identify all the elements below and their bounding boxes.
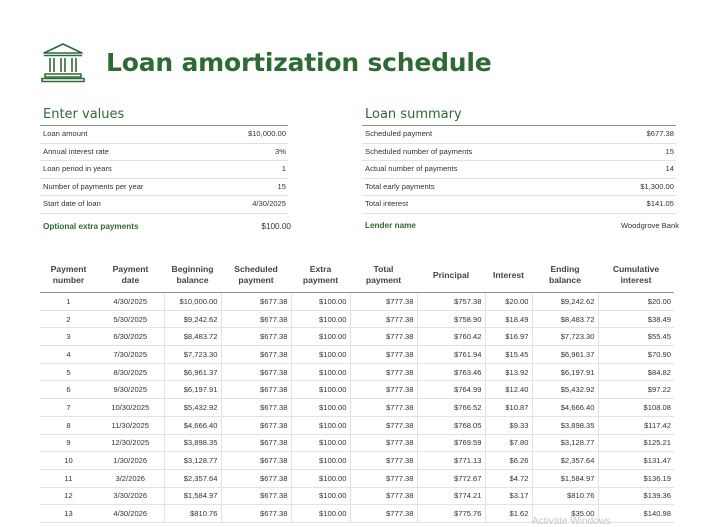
input-row [40,179,288,197]
table-cell[interactable]: $100.00 [291,293,350,311]
table-cell[interactable]: $763.46 [417,363,485,381]
input-row [40,126,288,144]
table-row [40,487,674,505]
table-cell[interactable]: $20.00 [598,293,674,311]
column-header-line: interest [620,275,652,285]
table-cell[interactable]: $4,666.40 [532,399,598,417]
table-cell[interactable]: $100.00 [291,469,350,487]
table-cell[interactable]: $100.00 [291,399,350,417]
table-cell[interactable]: $677.38 [221,381,291,399]
table-cell[interactable]: $4.72 [485,469,532,487]
input-value[interactable]: $10,000.00 [247,129,286,138]
column-header [221,258,291,293]
summary-row [362,126,676,144]
table-row [40,469,674,487]
table-cell[interactable]: $677.38 [221,469,291,487]
table-cell[interactable]: $810.76 [532,487,598,505]
column-header-line: payment [365,275,402,285]
table-cell[interactable]: 10/30/2025 [97,399,164,417]
input-label: Loan period in years [43,164,112,173]
table-cell[interactable]: $810.76 [164,505,221,523]
table-cell[interactable]: $777.38 [350,469,417,487]
table-cell[interactable]: $677.38 [221,399,291,417]
summary-label: Actual number of payments [365,164,458,173]
table-cell[interactable]: 11/30/2025 [97,416,164,434]
table-cell[interactable]: $100.00 [291,346,350,364]
loan-summary-section [362,105,676,214]
summary-value[interactable]: $1,300.00 [640,181,674,191]
column-header-line: Total [373,264,394,274]
table-cell[interactable]: $3,898.35 [532,416,598,434]
table-cell[interactable]: $12.40 [485,381,532,399]
table-cell[interactable]: $100.00 [291,505,350,523]
table-cell[interactable]: $38.49 [598,310,674,328]
table-cell[interactable]: $10.87 [485,399,532,417]
column-header [164,258,221,293]
table-cell[interactable]: $677.38 [221,434,291,452]
table-cell[interactable]: $100.00 [291,381,350,399]
table-cell[interactable]: $84.82 [598,363,674,381]
table-cell[interactable]: $100.00 [291,310,350,328]
page-title: Loan amortization schedule [106,47,492,77]
table-row [40,416,674,434]
summary-label: Scheduled payment [365,129,433,138]
column-header-line: number [52,275,85,285]
table-cell[interactable]: 13 [40,505,97,523]
summary-value[interactable]: $141.05 [646,199,674,208]
table-cell[interactable]: $7,723.30 [164,346,221,364]
table-cell[interactable]: $7.80 [485,434,532,452]
column-header [40,258,97,293]
table-cell[interactable]: $35.00 [532,505,598,523]
table-cell[interactable]: $777.38 [350,310,417,328]
input-row [40,144,288,162]
table-cell[interactable]: 2 [40,310,97,328]
column-header-line: Principal [432,269,470,280]
lender-name-label: Lender name [365,221,416,230]
table-cell[interactable]: 8/30/2025 [97,363,164,381]
summary-label: Scheduled number of payments [365,146,473,156]
table-cell[interactable]: $777.38 [350,434,417,452]
column-header-line: Payment [50,264,87,274]
input-row [40,161,288,179]
table-cell[interactable]: $6,961.37 [532,346,598,364]
table-cell[interactable]: $777.38 [350,381,417,399]
column-header [350,258,417,293]
input-label: Annual interest rate [43,146,109,156]
table-cell[interactable]: 3 [40,328,97,346]
table-cell[interactable]: 3/2/2026 [97,469,164,487]
table-cell[interactable]: $16.97 [485,328,532,346]
table-cell[interactable]: $677.38 [221,363,291,381]
column-header-line: Beginning [171,264,214,274]
table-cell[interactable]: 4 [40,346,97,364]
table-row [40,399,674,417]
activate-windows-watermark: Activate Windows [532,516,611,527]
table-cell[interactable]: $20.00 [485,293,532,311]
table-cell[interactable]: $775.76 [417,505,485,523]
table-cell[interactable]: $8,483.72 [532,310,598,328]
table-cell[interactable]: $100.00 [291,434,350,452]
summary-value[interactable]: 14 [665,164,674,173]
enter-values-heading: Enter values [40,105,288,126]
table-cell[interactable]: 6 [40,381,97,399]
extra-payments-value[interactable]: $100.00 [261,222,291,231]
column-header [417,258,485,293]
lender-row [362,221,681,230]
input-value[interactable]: 4/30/2025 [252,199,286,208]
table-cell[interactable]: 5/30/2025 [97,310,164,328]
bank-icon [40,41,86,83]
table-cell[interactable]: $4,666.40 [164,416,221,434]
table-row [40,434,674,452]
column-header-line: balance [176,275,209,285]
table-cell[interactable]: 12/30/2025 [97,434,164,452]
column-header [291,258,350,293]
table-cell[interactable]: $136.19 [598,469,674,487]
summary-row [362,179,676,197]
table-cell[interactable]: 4/30/2026 [97,505,164,523]
table-cell[interactable]: $6,197.91 [164,381,221,399]
table-cell[interactable]: $761.94 [417,346,485,364]
table-cell[interactable]: $100.00 [291,416,350,434]
table-cell[interactable]: $1,584.97 [532,469,598,487]
table-cell[interactable]: $768.05 [417,416,485,434]
input-label: Number of payments per year [43,181,144,191]
table-cell[interactable]: 7/30/2025 [97,346,164,364]
table-cell[interactable]: $777.38 [350,328,417,346]
table-cell[interactable]: $3,898.35 [164,434,221,452]
column-header-line: Scheduled [234,264,278,274]
input-value[interactable]: 15 [277,181,286,191]
table-cell[interactable]: $6,197.91 [532,363,598,381]
table-cell[interactable]: $760.42 [417,328,485,346]
header [40,40,492,84]
table-cell[interactable]: 7 [40,399,97,417]
table-row [40,452,674,470]
table-cell[interactable]: 5 [40,363,97,381]
table-cell[interactable]: $777.38 [350,363,417,381]
column-header [485,258,532,293]
table-cell[interactable]: $677.38 [221,346,291,364]
lender-name-value[interactable]: Woodgrove Bank [620,221,679,230]
table-cell[interactable]: 6/30/2025 [97,328,164,346]
table-cell[interactable]: $15.45 [485,346,532,364]
table-cell[interactable]: $774.21 [417,487,485,505]
table-cell[interactable]: $13.92 [485,363,532,381]
table-cell[interactable]: $97.22 [598,381,674,399]
table-cell[interactable]: $677.38 [221,487,291,505]
table-cell[interactable]: $125.21 [598,434,674,452]
table-cell[interactable]: $5,432.92 [164,399,221,417]
input-value[interactable]: 3% [275,146,286,156]
table-cell[interactable]: 1 [40,293,97,311]
column-header-line: Cumulative [612,264,660,274]
table-cell[interactable]: $677.38 [221,452,291,470]
table-cell[interactable]: $100.00 [291,452,350,470]
input-row [40,196,288,214]
table-cell[interactable]: $131.47 [598,452,674,470]
summary-row [362,196,676,214]
summary-value[interactable]: $677.38 [646,129,674,138]
table-cell[interactable]: $8,483.72 [164,328,221,346]
table-cell[interactable]: $2,357.64 [532,452,598,470]
table-cell[interactable]: $769.59 [417,434,485,452]
table-cell[interactable]: 9/30/2025 [97,381,164,399]
table-cell[interactable]: $677.38 [221,293,291,311]
table-cell[interactable]: $7,723.30 [532,328,598,346]
table-cell[interactable]: $100.00 [291,328,350,346]
table-row [40,328,674,346]
table-cell[interactable]: 1/30/2026 [97,452,164,470]
summary-label: Total interest [365,199,409,208]
table-cell[interactable]: $100.00 [291,487,350,505]
table-cell[interactable]: 11 [40,469,97,487]
column-header [97,258,164,293]
column-header-line: date [121,275,140,285]
column-header-line: payment [238,275,274,285]
column-header-line: Payment [112,264,149,274]
extra-payments-row [40,222,293,231]
table-row [40,310,674,328]
table-cell[interactable]: 10 [40,452,97,470]
column-header-line: balance [548,275,581,285]
table-cell[interactable]: $10,000.00 [164,293,221,311]
table-cell[interactable]: $2,357.64 [164,469,221,487]
table-cell[interactable]: $9,242.62 [164,310,221,328]
summary-row [362,161,676,179]
summary-value[interactable]: 15 [665,146,674,156]
table-cell[interactable]: $757.38 [417,293,485,311]
table-row [40,363,674,381]
summary-label: Total early payments [365,181,435,191]
table-cell[interactable]: $777.38 [350,346,417,364]
table-cell[interactable]: $758.90 [417,310,485,328]
table-cell[interactable]: $6.26 [485,452,532,470]
table-cell[interactable]: $55.45 [598,328,674,346]
table-row [40,293,674,311]
table-cell[interactable]: $3,128.77 [532,434,598,452]
column-header-line: payment [302,275,339,285]
table-cell[interactable]: $139.36 [598,487,674,505]
enter-values-section [40,105,288,214]
input-label: Loan amount [43,129,88,138]
table-cell[interactable]: $777.38 [350,293,417,311]
table-cell[interactable]: $3.17 [485,487,532,505]
table-cell[interactable]: $1.62 [485,505,532,523]
table-cell[interactable]: $3,128.77 [164,452,221,470]
table-cell[interactable]: $777.38 [350,452,417,470]
table-cell[interactable]: $777.38 [350,399,417,417]
table-cell[interactable]: $140.98 [598,505,674,523]
table-cell[interactable]: 9 [40,434,97,452]
table-cell[interactable]: $70.90 [598,346,674,364]
input-value[interactable]: 1 [281,164,286,173]
table-cell[interactable]: 8 [40,416,97,434]
table-cell[interactable]: $777.38 [350,505,417,523]
table-cell[interactable]: $1,584.97 [164,487,221,505]
table-cell[interactable]: $9.33 [485,416,532,434]
summary-row [362,144,676,162]
table-cell[interactable]: $777.38 [350,416,417,434]
table-cell[interactable]: $777.38 [350,487,417,505]
table-cell[interactable]: $764.99 [417,381,485,399]
input-label: Start date of loan [43,199,101,208]
table-cell[interactable]: $117.42 [598,416,674,434]
column-header-line: Extra [309,264,332,274]
table-cell[interactable]: $6,961.37 [164,363,221,381]
table-cell[interactable]: $771.13 [417,452,485,470]
table-cell[interactable]: $18.49 [485,310,532,328]
table-cell[interactable]: $5,432.92 [532,381,598,399]
table-row [40,346,674,364]
table-cell[interactable]: $100.00 [291,363,350,381]
column-header-line: Ending [550,264,580,274]
extra-payments-label: Optional extra payments [43,222,139,231]
table-cell[interactable]: $677.38 [221,505,291,523]
table-cell[interactable]: $766.52 [417,399,485,417]
table-cell[interactable]: $108.08 [598,399,674,417]
table-cell[interactable]: $677.38 [221,416,291,434]
amortization-table [40,258,674,523]
table-cell[interactable]: $677.38 [221,328,291,346]
table-cell[interactable]: $9,242.62 [532,293,598,311]
table-cell[interactable]: 4/30/2025 [97,293,164,311]
column-header [598,258,674,293]
table-cell[interactable]: 12 [40,487,97,505]
column-header-line: Interest [492,269,525,280]
table-cell[interactable]: 3/30/2026 [97,487,164,505]
table-row [40,381,674,399]
table-cell[interactable]: $772.67 [417,469,485,487]
loan-summary-heading: Loan summary [362,105,676,126]
column-header [532,258,598,293]
table-cell[interactable]: $677.38 [221,310,291,328]
